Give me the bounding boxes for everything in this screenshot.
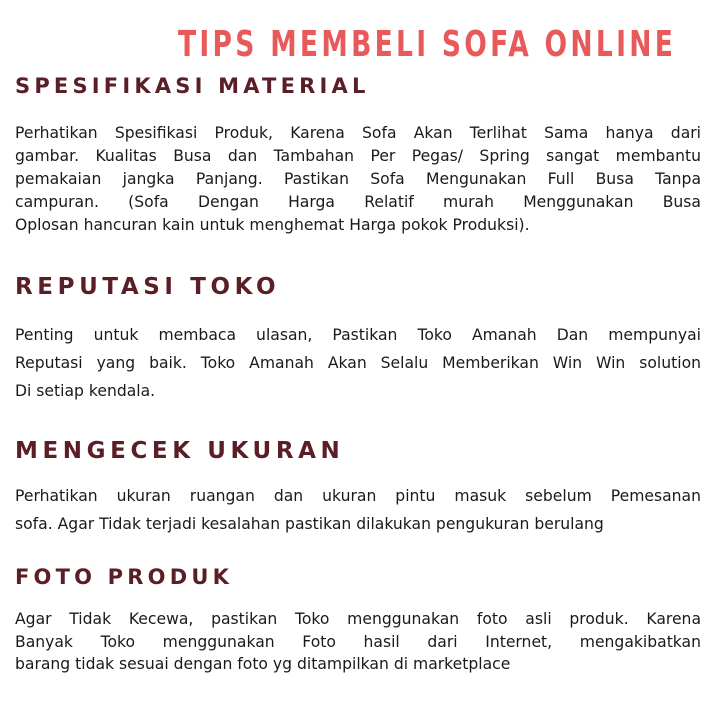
- body-line: Perhatikan Spesifikasi Produk, Karena Sofa Akan Terlihat Sama hanya dari: [15, 124, 701, 142]
- section-heading-spesifikasi-material: SPESIFIKASI MATERIAL: [15, 74, 370, 98]
- section-heading-reputasi-toko: REPUTASI TOKO: [15, 274, 281, 300]
- section-heading-mengecek-ukuran: MENGECEK UKURAN: [15, 438, 345, 464]
- section-heading-foto-produk: FOTO PRODUK: [15, 565, 234, 589]
- body-line: Oplosan hancuran kain untuk menghemat Harga pokok Produksi).: [15, 216, 530, 234]
- body-line: Banyak Toko menggunakan Foto hasil dari Internet, mengakibatkan: [15, 632, 701, 651]
- body-line: Reputasi yang baik. Toko Amanah Akan Selalu Memberikan Win Win solution: [15, 354, 701, 372]
- body-line: barang tidak sesuai dengan foto yg ditampilkan di marketplace: [15, 655, 511, 673]
- body-line: campuran. (Sofa Dengan Harga Relatif murah Menggunakan Busa: [15, 193, 701, 211]
- body-line: Agar Tidak Kecewa, pastikan Toko menggunakan foto asli produk. Karena: [15, 610, 701, 628]
- body-line: sofa. Agar Tidak terjadi kesalahan pastikan dilakukan pengukuran berulang: [15, 515, 604, 533]
- body-line: gambar. Kualitas Busa dan Tambahan Per Pegas/ Spring sangat membantu: [15, 147, 701, 165]
- section-body-mengecek-ukuran: [15, 482, 701, 538]
- section-body-foto-produk: [15, 608, 701, 676]
- body-line: Perhatikan ukuran ruangan dan ukuran pintu masuk sebelum Pemesanan: [15, 487, 701, 505]
- section-body-reputasi-toko: [15, 321, 701, 405]
- section-body-spesifikasi-material: [15, 122, 701, 237]
- body-line: Di setiap kendala.: [15, 382, 156, 400]
- page-title: TIPS MEMBELI SOFA ONLINE: [178, 24, 677, 65]
- body-line: Penting untuk membaca ulasan, Pastikan Toko Amanah Dan mempunyai: [15, 326, 701, 344]
- body-line: pemakaian jangka Panjang. Pastikan Sofa Mengunakan Full Busa Tanpa: [15, 170, 701, 188]
